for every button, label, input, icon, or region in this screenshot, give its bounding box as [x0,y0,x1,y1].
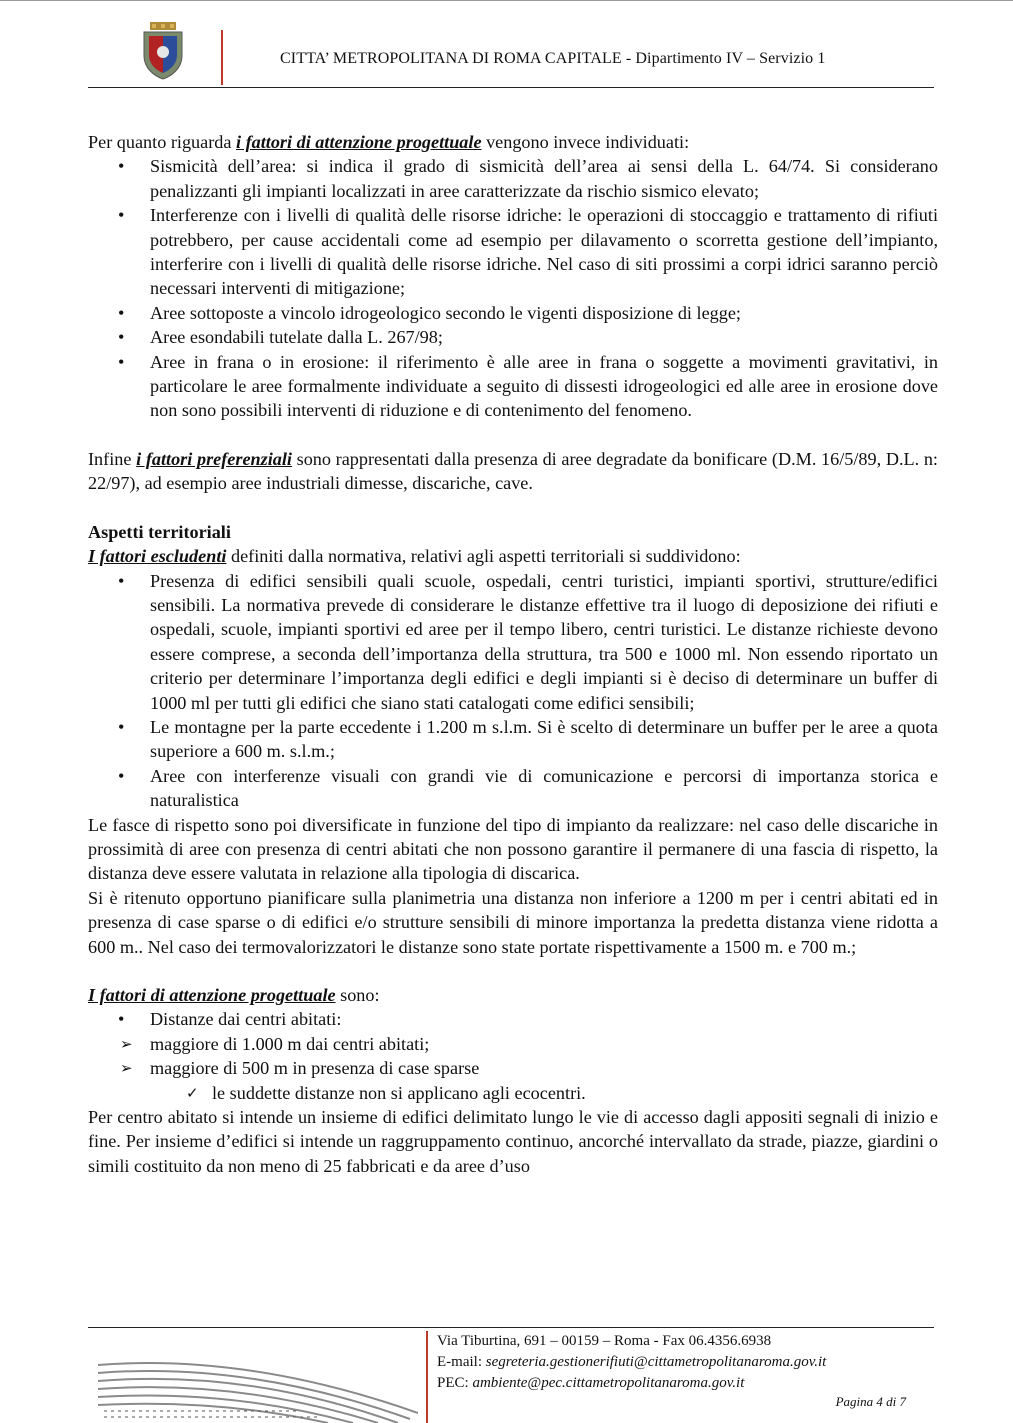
text-run: definiti dalla normativa, relativi agli aspetti territoriali si suddividono: [226,546,741,567]
paragraph [88,447,938,496]
list-item: • Interferenze con i livelli di qualità delle risorse idriche: le operazioni di stoccaggio e trattamento di rifiuti potrebbero, per cause accidentali come ad esempio per dilavamento o scorretta gestione dell’impianto, interferire con i livelli di qualità delle risorse idriche. Nel caso di siti prossimi a corpi idrici saranno perciò necessari interventi di mitigazione; [88,203,938,301]
paragraph: Per centro abitato si intende un insieme di edifici delimitato lungo le vie di accesso dagli appositi segnali di inizio e fine. Per insieme d’edifici si intende un raggruppamento continuo, ancorché intervallato da strade, piazze, giardini o simili costituito da non meno di 25 fabbricati e da aree d’uso [88,1107,938,1176]
bullet-list [88,569,938,813]
paragraph [88,983,938,1007]
list-item: • Aree con interferenze visuali con grandi vie di comunicazione e percorsi di importanza storica e naturalistica [88,764,938,813]
document-body [88,130,938,1178]
pec-link[interactable]: ambiente@pec.cittametropolitanaroma.gov.it [472,1375,745,1391]
emphasis-term: i fattori preferenziali [136,448,292,469]
section-heading: Aspetti territoriali [88,521,231,542]
paragraph [88,130,938,154]
text-run: Per quanto riguarda [88,132,236,152]
email-label: E-mail: [437,1354,486,1370]
check-list-item: ✓ le suddette distanze non si applicano agli ecocentri. [88,1081,938,1105]
footer-accent-bar [426,1331,428,1423]
pec-label: PEC: [437,1375,473,1391]
arrow-list-item: ➢ maggiore di 1.000 m dai centri abitati; [88,1032,938,1056]
list-item: • Aree sottoposte a vincolo idrogeologico secondo le vigenti disposizione di legge; [88,301,938,325]
bullet-list [88,154,938,422]
list-item: • Aree esondabili tutelate dalla L. 267/98; [88,325,938,349]
list-item: • Sismicità dell’area: si indica il grado di sismicità dell’area ai sensi della L. 64/74. Si considerano penalizzanti gli impianti localizzati in aree caratterizzate da rischio sismico elevato; [88,154,938,203]
footer-address: Via Tiburtina, 691 – 00159 – Roma - Fax 06.4356.6938 [437,1333,772,1349]
text-run: Infine [88,448,137,469]
list-item: • Le montagne per la parte eccedente i 1.200 m s.l.m. Si è scelto di determinare un buffer per le aree a quota superiore a 600 m. s.l.m.; [88,715,938,764]
list-item: • Presenza di edifici sensibili quali scuole, ospedali, centri turistici, impianti sportivi, strutture/edifici sensibili. La normativa prevede di considerare le distanze effettive tra il luogo di deposizione dei rifiuti e ospedali, scuole, impianti sportivi ed aree per il tempo libero, centri turistici. Le distanze richieste devono essere comprese, a seconda dell’importanza della struttura, tra 500 e 1000 ml. Non essendo riportato un criterio per determinare l’importanza degli edifici e degli impianti si è deciso di determinare un buffer di 1000 ml per tutti gli edifici che siano stati catalogati come edifici sensibili; [88,569,938,715]
arrow-list-item: ➢ maggiore di 500 m in presenza di case sparse [88,1056,938,1080]
page-header [88,20,934,90]
list-item: • Aree in frana o in erosione: il riferimento è alle aree in frana o soggette a movimenti gravitativi, in particolare le aree formalmente individuate a seguito di dissesti idrogeologici ed alle aree in erosione dove non sono possibili interventi di riduzione e di contenimento del fenomeno. [88,350,938,423]
email-link[interactable]: segreteria.gestionerifiuti@cittametropolitanaroma.gov.it [485,1354,827,1370]
text-run: vengono invece individuati: [481,132,690,152]
footer-email [437,1354,826,1371]
coat-of-arms-icon [140,22,186,80]
header-divider [88,87,934,88]
emphasis-term: i fattori di attenzione progettuale [235,132,482,152]
text-run: sono rappresentati dalla presenza di aree degradate da bonificare (D.M. 16/5/89, D.L. n: 22/97), ad esempio aree industriali dimesse, discariche, cave. [88,448,938,494]
page-footer [88,1325,934,1423]
header-accent-bar [221,30,223,85]
paragraph: Si è ritenuto opportuno pianificare sulla planimetria una distanza non inferiore a 1200 m per i centri abitati ed in presenza di case sparse o di edifici e/o strutture sensibili di minore importanza la predetta distanza viene ridotta a 600 m.. Nel caso dei termovalorizzatori le distanze sono state portate rispettivamente a 1500 m. e 700 m.; [88,887,938,957]
footer-pec [437,1375,744,1392]
paragraph: Le fasce di rispetto sono poi diversificate in funzione del tipo di impianto da realizzare: nel caso delle discariche in prossimità di aree con presenza di centri abitati che non possono garantire il permanere di una fascia di rispetto, la distanza deve essere valutata in relazione alla tipologia di discarica. [88,814,938,884]
emphasis-term: I fattori di attenzione progettuale [88,985,336,1005]
footer-divider [88,1327,934,1328]
paragraph [88,544,938,568]
page-number: Pagina 4 di 7 [835,1394,906,1409]
building-stripes-logo [98,1353,418,1423]
bullet-list [88,1007,938,1031]
text-run: sono: [335,985,380,1005]
top-rule [0,0,1013,1]
list-item: • Distanze dai centri abitati: [88,1007,938,1031]
emphasis-term: I fattori escludenti [88,546,227,567]
page-title: CITTA’ METROPOLITANA DI ROMA CAPITALE - Dipartimento IV – Servizio 1 [280,50,826,67]
